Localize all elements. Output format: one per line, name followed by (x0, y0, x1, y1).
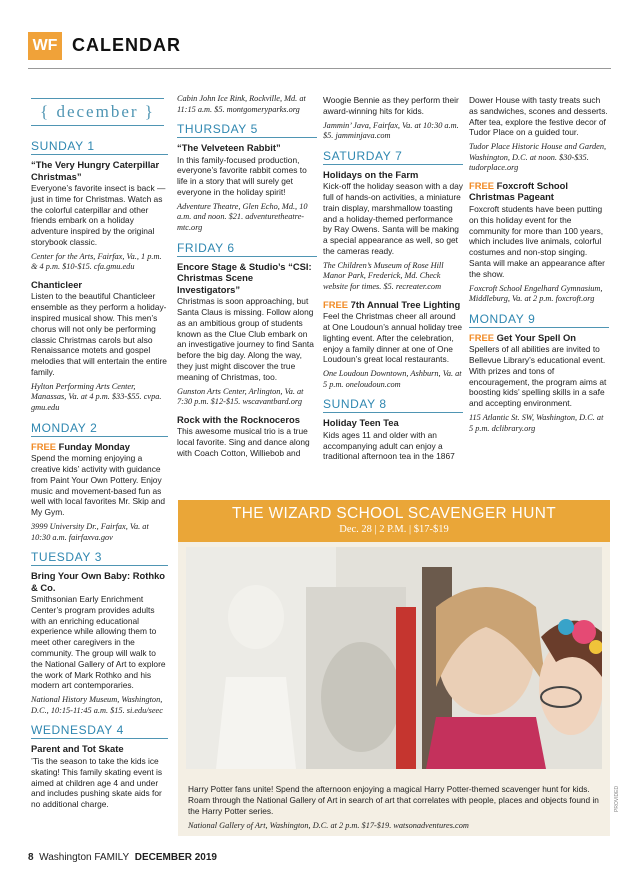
event-title: Parent and Tot Skate (31, 743, 124, 755)
feature-banner (178, 500, 610, 542)
photo-credit: PROVIDED (614, 785, 620, 812)
event-title: Chanticleer (31, 278, 83, 290)
day-heading-sunday-1: SUNDAY 1 (31, 140, 168, 155)
free-badge: FREE (31, 440, 57, 452)
column-4 (469, 94, 609, 440)
header-rule (28, 68, 611, 69)
event-title (469, 180, 609, 203)
event-location: 3999 University Dr., Fairfax, Va. at 10:30 a.m. fairfaxva.gov (31, 521, 149, 542)
event-location: One Loudoun Downtown, Ashburn, Va. at 5 p.m. oneloudoun.com (323, 369, 462, 389)
event-title (469, 332, 609, 344)
event-location: Center for the Arts, Fairfax, Va., 1 p.m. & 4 p.m. $10-$15. cfa.gmu.edu (31, 251, 162, 272)
day-heading-saturday-7: SATURDAY 7 (323, 150, 463, 165)
wf-logo: WF (28, 32, 62, 60)
event-description: Kids ages 11 and older with an accompanying adult can enjoy a traditional afternoon tea in the 1867 (323, 429, 455, 462)
event-description: Kick-off the holiday season with a day full of hands-on activities, a miniature train display, marshmallow toasting and a holiday-themed performance by Ray Owens. Santa will be making a special appearance as well, so get the cameras ready. (323, 181, 463, 257)
event-description: Foxcroft students have been putting on this holiday event for the community for more than 100 years, which includes live animals, colorful costumes and non-stop singing. Santa will make an appearance after the show. (469, 203, 605, 279)
event-title-text: Funday Monday (58, 440, 130, 452)
event-description: Spellers of all abilities are invited to Bellevue Library’s educational event. With prizes and tons of encouragement, the program aims at boosting kids’ spelling skills in a safe and accepting environment. (469, 344, 607, 409)
page-title: CALENDAR (72, 35, 181, 55)
event-description: Listen to the beautiful Chanticleer ensemble as they perform a holiday-inspired musical show. This men’s chorus will not only be performing classic Christmas carols but also Renaissance motets and gospel melodies that will entertain the entire family. (31, 291, 167, 378)
month-label: { december } (31, 98, 164, 126)
event-location: Adventure Theatre, Glen Echo, Md., 10 a.m. and noon. $21. adventuretheatre-mtc.org (177, 201, 308, 233)
event-title: Bring Your Own Baby: Rothko & Co. (31, 570, 166, 593)
event-description: Woogie Bennie as they perform their award-winning hits for kids. (323, 95, 459, 116)
event-location: Tudor Place Historic House and Garden, Washington, D.C. at noon. $30-$35. tudorplace.org (469, 142, 607, 173)
event-title (323, 299, 463, 311)
event-title-text: Get Your Spell On (496, 331, 576, 343)
feature-caption: Harry Potter fans unite! Spend the afternoon enjoying a magical Harry Potter-themed scavenger hunt for kids. Roam through the National Gallery of Art in search of art that correlates with people, places and objects found in the Harry Potter series. (188, 784, 599, 816)
event-description: ’Tis the season to take the kids ice skating! This family skating event is aimed at children age 4 and under and includes pushing skate aids for no additional charge. (31, 755, 163, 810)
event-title (31, 441, 168, 453)
event-location: Hylton Performing Arts Center, Manassas, Va. at 4 p.m. $33-$55. cvpa. gmu.edu (31, 381, 162, 413)
day-heading-tuesday-3: TUESDAY 3 (31, 551, 168, 566)
feature-box (178, 500, 610, 836)
event-title: Holiday Teen Tea (323, 417, 399, 429)
page-number: 8 (28, 852, 34, 863)
event-description: Everyone’s favorite insect is back — just in time for Christmas. Watch as the colorful caterpillar and other friends embark on a holiday adventure inspired by the original storybook classic. (31, 183, 166, 247)
event-location: 115 Atlantic St. SW, Washington, D.C. at 5 p.m. dclibrary.org (469, 413, 604, 433)
issue-date: DECEMBER 2019 (134, 852, 217, 863)
feature-title: THE WIZARD SCHOOL SCAVENGER HUNT (231, 505, 557, 522)
day-heading-monday-2: MONDAY 2 (31, 422, 168, 437)
event-title-text: 7th Annual Tree Lighting (350, 298, 461, 310)
event-title: Holidays on the Farm (323, 168, 419, 180)
feature-photo (186, 547, 602, 769)
event-location: National History Museum, Washington, D.C., 10:15-11:45 a.m. $15. si.edu/seec (31, 695, 163, 715)
day-heading-wednesday-4: WEDNESDAY 4 (31, 724, 168, 739)
event-description: Spend the morning enjoying a creative kids’ activity with guidance from Paint Your Own Pottery. Enjoy music and movement-based fun as well with local favorites Mr. Skip and My Gym. (31, 453, 166, 518)
free-badge: FREE (469, 331, 495, 343)
event-description: Feel the Christmas cheer all around at One Loudoun’s annual holiday tree lighting event. After the celebration, enjoy a family dinner at one of One Loudoun’s great local restaurants. (323, 311, 463, 365)
event-description: In this family-focused production, everyone’s favorite rabbit comes to life in a story that will surely get everyone in the holiday spirit! (177, 154, 307, 198)
event-location: Gunston Arts Center, Arlington, Va. at 7:30 p.m. $12-$15. wscavantbard.org (177, 386, 304, 407)
event-location: The Children’s Museum of Rose Hill Manor Park, Frederick, Md. Check website for times. $5. recreater.com (323, 260, 444, 292)
feature-subtitle: Dec. 28 | 2 P.M. | $17-$19 (339, 524, 449, 535)
page-footer (28, 852, 217, 863)
day-heading-monday-9: MONDAY 9 (469, 313, 609, 328)
event-title: Encore Stage & Studio’s “CSI: Christmas Scene Investigators” (177, 260, 312, 295)
event-description: Smithsonian Early Enrichment Center’s program provides adults with an enriching educational experience while allowing them to meet other caregivers in the community. The group will walk to the National Gallery of Art to explore the work of Mark Rothko and his modern art contemporaries. (31, 594, 166, 691)
children-at-museum-illustration (186, 547, 602, 769)
event-location: Foxcroft School Engelhard Gymnasium, Middleburg, Va. at 2 p.m. foxcroft.org (469, 283, 603, 304)
column-1 (31, 98, 168, 814)
day-heading-thursday-5: THURSDAY 5 (177, 123, 317, 138)
event-title: “The Velveteen Rabbit” (177, 142, 281, 154)
day-heading-friday-6: FRIDAY 6 (177, 242, 317, 257)
publication-name: Washington FAMILY (39, 852, 130, 863)
event-description: Dower House with tasty treats such as sandwiches, scones and desserts. After tea, explore the festive decor of Tudor Place on a guided tour. (469, 95, 608, 138)
event-description: Christmas is soon approaching, but Santa Claus is missing. Follow along as an ambitious group of students known as the Clue Club embark on an investigative journey to find Santa before the big day. Along the way, they just might discover the true meaning of Christmas, too. (177, 296, 314, 382)
event-location: Jammin’ Java, Fairfax, Va. at 10:30 a.m. $5. jamminjava.com (323, 120, 459, 141)
event-title: “The Very Hungry Caterpillar Christmas” (31, 159, 160, 182)
feature-location: National Gallery of Art, Washington, D.C. at 2 p.m. $17-$19. watsonadventures.com (188, 821, 469, 830)
day-heading-sunday-8: SUNDAY 8 (323, 398, 463, 413)
column-2 (177, 94, 317, 463)
event-title-text: Foxcroft School Christmas Pageant (469, 179, 568, 203)
column-3 (323, 94, 463, 466)
free-badge: FREE (323, 298, 349, 310)
event-description: This awesome musical trio is a true local favorite. Sing and dance along with Coach Cotton, Williebob and (177, 426, 310, 458)
event-title: Rock with the Rocknoceros (177, 413, 300, 425)
free-badge: FREE (469, 179, 495, 191)
event-location: Cabin John Ice Rink, Rockville, Md. at 11:15 a.m. $5. montgomeryparks.org (177, 94, 306, 114)
